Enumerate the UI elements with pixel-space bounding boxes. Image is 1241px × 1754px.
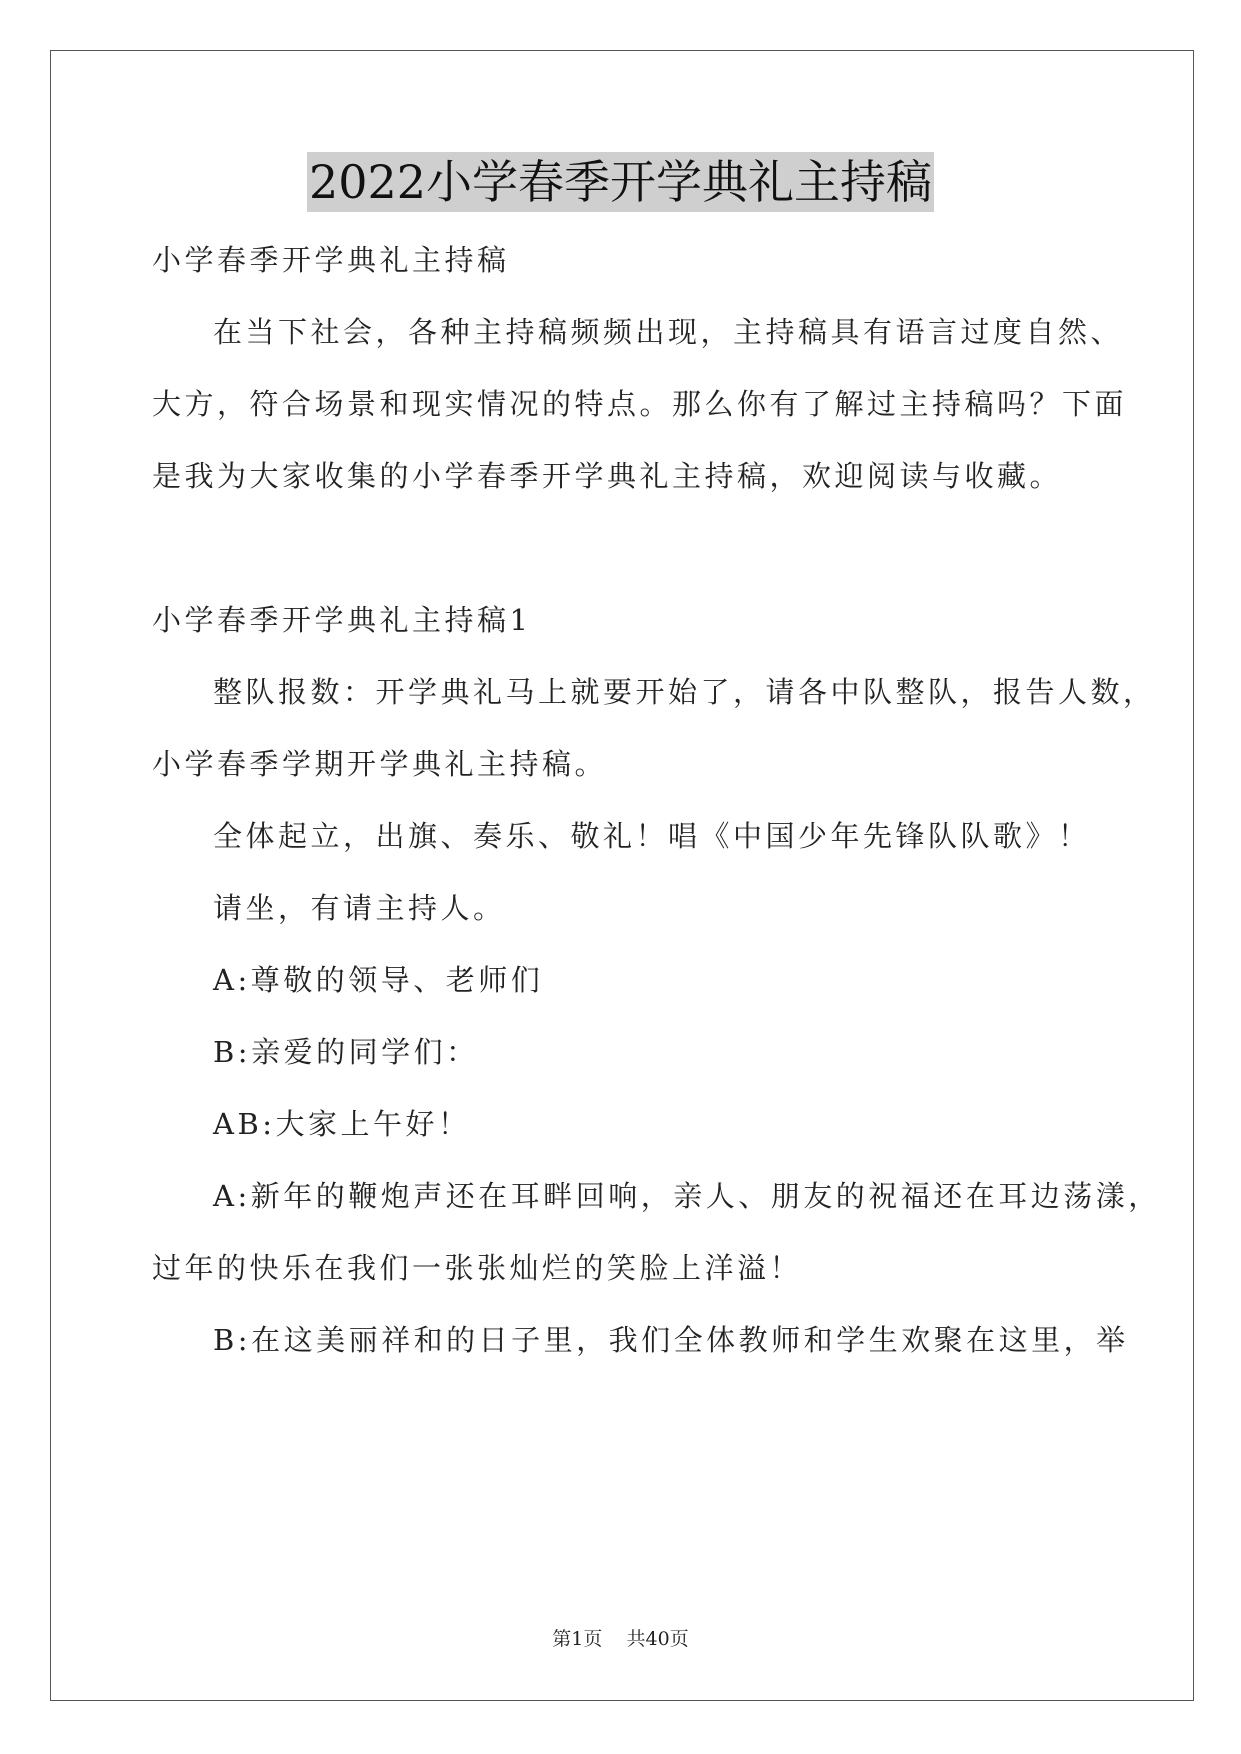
paragraph-line: 过年的快乐在我们一张张灿烂的笑脸上洋溢！ [152,1251,803,1285]
paragraph-line: AB:大家上午好！ [213,1107,471,1141]
paragraph-line: 整队报数：开学典礼马上就要开始了，请各中队整队，报告人数， [213,675,1156,709]
page-border [50,50,1194,1701]
paragraph-line: B:在这美丽祥和的日子里，我们全体教师和学生欢聚在这里，举 [213,1323,1129,1357]
section-heading: 小学春季开学典礼主持稿1 [152,603,532,637]
page-number: 第1页 [552,1628,603,1650]
paragraph-line: 请坐，有请主持人。 [213,891,506,925]
paragraph-line: 在当下社会，各种主持稿频频出现，主持稿具有语言过度自然、 [213,315,1124,349]
paragraph-line: A:尊敬的领导、老师们 [213,963,544,997]
title-container [0,152,1241,212]
paragraph-line: 大方，符合场景和现实情况的特点。那么你有了解过主持稿吗？下面 [152,387,1128,421]
paragraph-line: 小学春季学期开学典礼主持稿。 [152,747,608,781]
page-total: 共40页 [626,1628,689,1650]
subtitle-line: 小学春季开学典礼主持稿 [152,243,510,277]
paragraph-line: 是我为大家收集的小学春季开学典礼主持稿，欢迎阅读与收藏。 [152,459,1063,493]
document-title: 2022小学春季开学典礼主持稿 [307,152,934,212]
paragraph-line: A:新年的鞭炮声还在耳畔回响，亲人、朋友的祝福还在耳边荡漾， [213,1179,1161,1213]
paragraph-line: B:亲爱的同学们： [213,1035,479,1069]
page-footer [0,1627,1241,1651]
paragraph-line: 全体起立，出旗、奏乐、敬礼！唱《中国少年先锋队队歌》！ [213,819,1091,853]
